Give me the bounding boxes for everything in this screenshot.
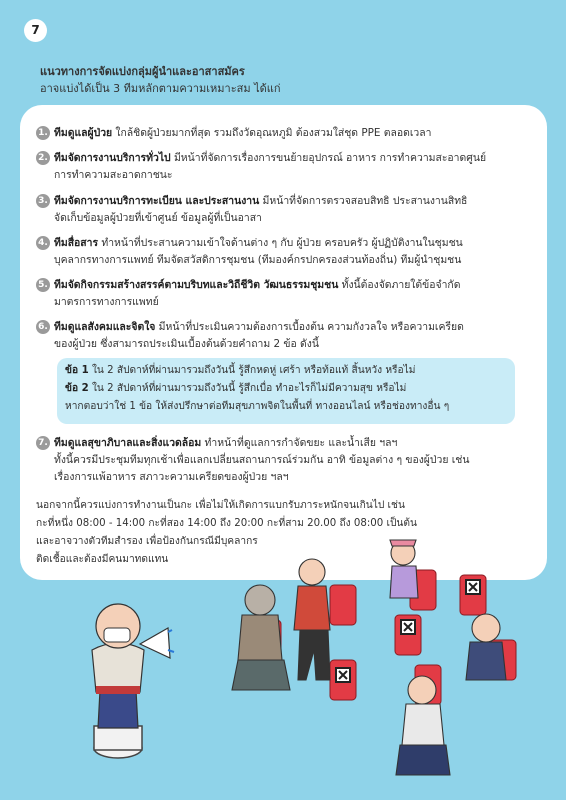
intro — [40, 63, 281, 97]
question-1-text: ใน 2 สัปดาห์ที่ผ่านมารวมถึงวันนี้ รู้สึกหดหู่ เศร้า หรือท้อแท้ สิ้นหวัง หรือไม่ — [88, 365, 416, 376]
item-text-2: ของผู้ป่วย ซึ่งสามารถประเมินเบื้องต้นด้วยคำถาม 2 ข้อ ดังนี้ — [54, 338, 319, 350]
item-number: 1. — [36, 126, 50, 140]
item-text-2: การทำความสะอาดกาชนะ — [54, 169, 173, 181]
page-number: 7 — [24, 19, 47, 42]
item-number: 6. — [36, 320, 50, 334]
item-text: ทำหน้าที่ประสานความเข้าใจด้านต่าง ๆ กับ ผู้ป่วย ครอบครัว ผู้ปฏิบัติงานในชุมชน — [98, 237, 463, 249]
item-title: ทีมดูแลสุขาภิบาลและสิ่งแวดล้อม — [54, 437, 202, 449]
item-number: 7. — [36, 436, 50, 450]
list-item-2 — [36, 150, 516, 184]
list-item-3 — [36, 193, 516, 227]
item-text-2: จัดเก็บข้อมูลผู้ป่วยที่เข้าศูนย์ ข้อมูลผู้ที่เป็นอาสา — [54, 212, 262, 224]
intro-subtitle: อาจแบ่งได้เป็น 3 ทีมหลักตามความเหมาะสม ได้แก่ — [40, 82, 281, 95]
outro-line: นอกจากนี้ควรแบ่งการทำงานเป็นกะ เพื่อไม่ให้เกิดการแบกรับภาระหนักจนเกินไป เช่น — [36, 500, 405, 511]
list-item-4 — [36, 235, 516, 269]
item-text-3: เรื่องการแพ้อาหาร สภาวะความเครียดของผู้ป่วย ฯลฯ — [54, 471, 289, 483]
item-text: มีหน้าที่จัดการตรวจสอบสิทธิ ประสานงานสิทธิ — [259, 195, 468, 207]
list-item-1 — [36, 125, 516, 142]
item-number: 4. — [36, 236, 50, 250]
item-title: ทีมดูแลสังคมและจิตใจ — [54, 321, 156, 333]
question-note: หากตอบว่าใช่ 1 ข้อ ให้ส่งปรึกษาต่อทีมสุขภาพจิตในพื้นที่ ทางออนไลน์ หรือช่องทางอื่น ๆ — [65, 401, 450, 412]
list-item-6 — [36, 319, 516, 353]
item-title: ทีมจัดกิจกรรมสร้างสรรค์ตามบริบทและวิถีชีวิต วัฒนธรรมชุมชน — [54, 279, 339, 291]
question-box — [57, 358, 515, 424]
list-item-5 — [36, 277, 516, 311]
outro-line: และอาจวางตัวทีมสำรอง เพื่อป้องกันกรณีมีบุคลากร — [36, 536, 258, 547]
item-number: 2. — [36, 151, 50, 165]
item-title: ทีมจัดการงานบริการทั่วไป — [54, 152, 171, 164]
list-item-7 — [36, 435, 516, 486]
item-text: มีหน้าที่จัดการเรื่องการขนย้ายอุปกรณ์ อาหาร การทำความสะอาดศูนย์ — [170, 152, 487, 164]
question-2-text: ใน 2 สัปดาห์ที่ผ่านมารวมถึงวันนี้ รู้สึกเบื่อ ทำอะไรก็ไม่มีความสุข หรือไม่ — [88, 383, 407, 394]
illustration — [0, 520, 566, 800]
outro-line: กะที่หนึ่ง 08:00 - 14:00 กะที่สอง 14:00 ถึง 20:00 กะที่สาม 20.00 ถึง 08:00 เป็นต้น — [36, 518, 417, 529]
item-number: 5. — [36, 278, 50, 292]
item-text: ใกล้ชิดผู้ป่วยมากที่สุด รวมถึงวัดอุณหภูมิ ต้องสวมใส่ชุด PPE ตลอดเวลา — [112, 127, 432, 139]
outro-line: ติดเชื้อและต้องมีคนมาทดแทน — [36, 554, 169, 565]
intro-title: แนวทางการจัดแบ่งกลุ่มผู้นำและอาสาสมัคร — [40, 65, 245, 78]
item-text-2: ทั้งนี้ควรมีประชุมทีมทุกเช้าเพื่อแลกเปลี่ยนสถานการณ์ร่วมกัน อาทิ ข้อมูลต่าง ๆ ของผู้ป่วย เช่น — [54, 454, 470, 466]
item-text: ทั้งนี้ต้องจัดภายใต้ข้อจำกัด — [338, 279, 461, 291]
item-text: ทำหน้าที่ดูแลการกำจัดขยะ และน้ำเสีย ฯลฯ — [201, 437, 398, 449]
item-number: 3. — [36, 194, 50, 208]
announcer-figure — [92, 604, 174, 758]
question-1-label: ข้อ 1 — [65, 365, 89, 376]
item-text: มีหน้าที่ประเมินความต้องการเบื้องต้น ความกังวลใจ หรือความเครียด — [155, 321, 464, 333]
content-card — [20, 105, 547, 580]
item-title: ทีมจัดการงานบริการทะเบียน และประสานงาน — [54, 195, 260, 207]
item-text-2: บุคลากรทางการแพทย์ ทีมจัดสวัสดิการชุมชน (ทีมองค์กรปกครองส่วนท้องถิ่น) ทีมผู้นำชุมชน — [54, 254, 462, 266]
question-2-label: ข้อ 2 — [65, 383, 89, 394]
item-text-2: มาตรการทางการแพทย์ — [54, 296, 159, 308]
item-title: ทีมดูแลผู้ป่วย — [54, 127, 113, 139]
item-title: ทีมสื่อสาร — [54, 237, 99, 249]
